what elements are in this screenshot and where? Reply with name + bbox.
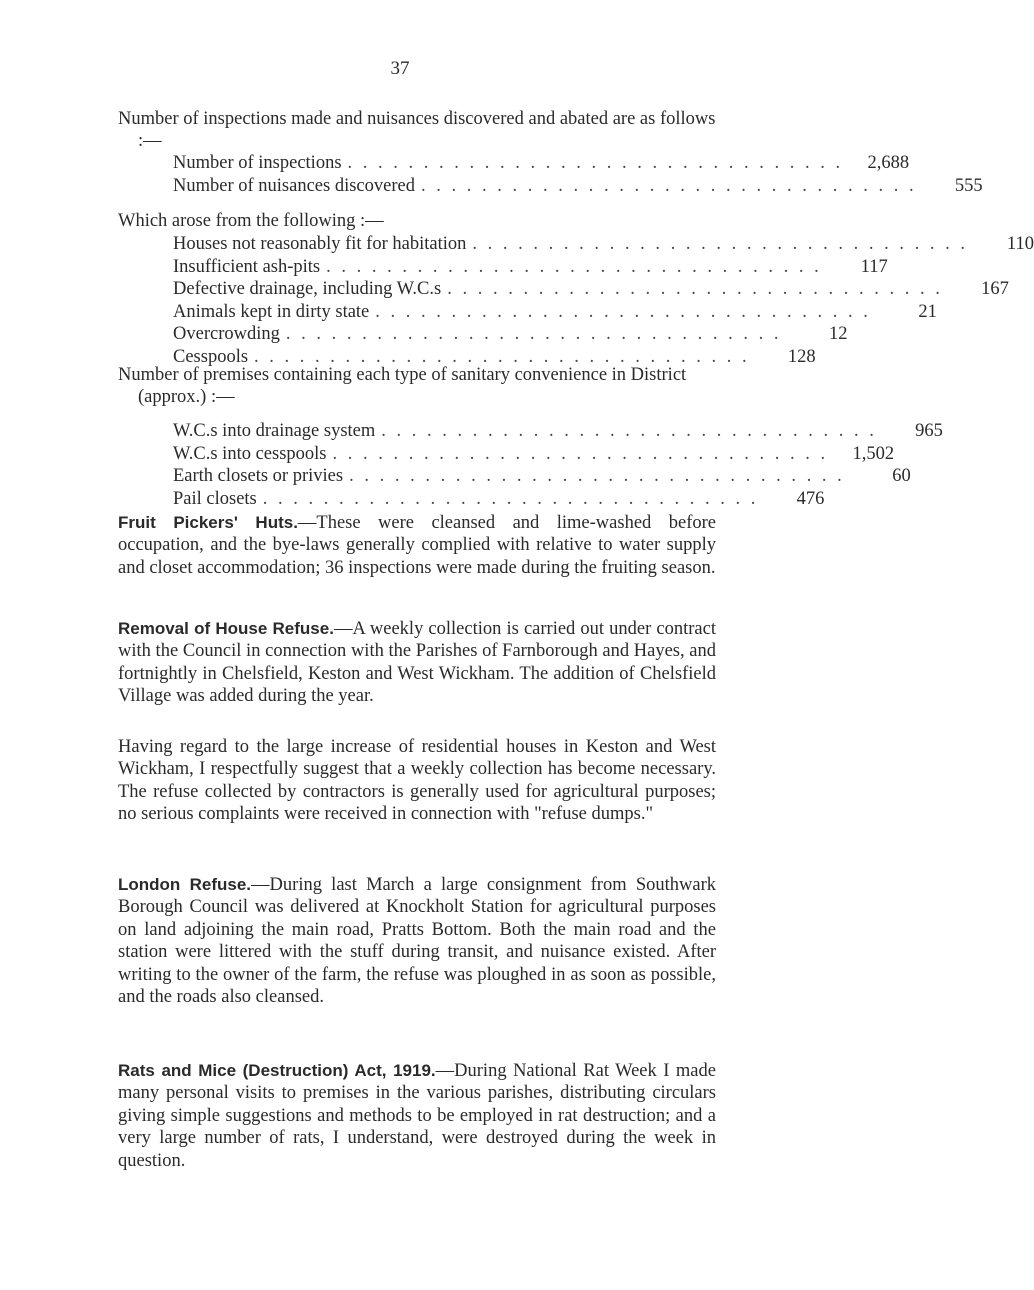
table-row (118, 443, 895, 466)
paragraph-house-refuse (118, 618, 716, 708)
leader-dots: . . . . . . . . . . . . . . . . . . . . . . . . . . . . . . . . . (254, 346, 750, 367)
row-value: 117 (860, 256, 888, 277)
table-row (118, 488, 825, 511)
row-value: 60 (892, 466, 911, 487)
row-value: 2,688 (867, 153, 910, 173)
inspections-intro: Number of inspections made and nuisances discovered and abated are as follows :— (118, 109, 716, 151)
inspections-table (118, 152, 983, 197)
row-label: Cesspools (173, 346, 249, 367)
row-value: 965 (915, 421, 943, 441)
row-label: W.C.s into drainage system (173, 421, 376, 441)
row-value: 12 (828, 324, 848, 345)
paragraph-fruit-pickers (118, 512, 716, 579)
leader-dots: . . . . . . . . . . . . . . . . . . . . . . . . . . . . . . . . . (285, 324, 782, 345)
row-label: Earth closets or privies (173, 466, 344, 487)
table-row (118, 465, 911, 488)
table-row (118, 233, 1034, 256)
paragraph-rats-and-mice (118, 1060, 716, 1172)
row-value: 128 (787, 346, 816, 367)
row-label: Pail closets (173, 488, 257, 509)
leader-dots: . . . . . . . . . . . . . . . . . . . . . . . . . . . . . . . . . (375, 301, 871, 322)
row-label: Overcrowding (173, 324, 280, 345)
leader-dots: . . . . . . . . . . . . . . . . . . . . . . . . . . . . . . . . . (472, 234, 968, 254)
row-label: Insufficient ash-pits (173, 256, 321, 277)
paragraph-london-refuse (118, 874, 716, 1008)
row-value: 110 (1006, 234, 1034, 254)
table-row (118, 323, 848, 346)
row-label: Number of nuisances discovered (173, 175, 415, 196)
row-value: 21 (918, 301, 937, 322)
leader-dots: . . . . . . . . . . . . . . . . . . . . . . . . . . . . . . . . . (381, 421, 877, 441)
paragraph-text: —During National Rat Week I made many personal visits to premises in the various parishes, distributing circulars giving simple suggestions and methods to be employed in rat destruction; and a very large number of rats, I understand, were destroyed during the week in question. (118, 1061, 716, 1171)
paragraph-heading: London Refuse. (118, 875, 252, 894)
paragraph-heading: Removal of House Refuse. (118, 619, 334, 638)
table-row (118, 175, 983, 198)
paragraph-text: —These were cleansed and lime-washed before occupation, and the bye-laws generally complied with relative to water supply and closet accommodation; 36 inspections were made during the fruiting season. (118, 513, 716, 578)
conveniences-table (118, 420, 943, 510)
table-row (118, 256, 888, 279)
table-row (118, 152, 910, 175)
row-value: 476 (796, 488, 825, 509)
conveniences-intro: Number of premises containing each type of sanitary convenience in District (approx.) :— (118, 365, 687, 407)
row-label: W.C.s into cesspools (173, 443, 327, 464)
table-row (118, 420, 943, 443)
row-label: Animals kept in dirty state (173, 301, 370, 322)
paragraph-text: —During last March a large consignment from Southwark Borough Council was delivered at Knockholt Station for agricultural purposes on land adjoining the main road, Pratts Bottom. Both the main road and the station were littered with the stuff during transit, and nuisance existed. After writing to the owner of the farm, the refuse was ploughed in as soon as possible, and the roads also cleansed. (118, 875, 716, 1008)
leader-dots: . . . . . . . . . . . . . . . . . . . . . . . . . . . . . . . . . (420, 175, 917, 196)
row-label: Number of inspections (173, 153, 342, 173)
conveniences-section (118, 364, 943, 510)
leader-dots: . . . . . . . . . . . . . . . . . . . . . . . . . . . . . . . . . (349, 466, 845, 487)
inspections-section (118, 108, 983, 197)
page-number: 37 (390, 58, 410, 79)
leader-dots: . . . . . . . . . . . . . . . . . . . . . . . . . . . . . . . . . (447, 279, 943, 300)
leader-dots: . . . . . . . . . . . . . . . . . . . . . . . . . . . . . . . . . (347, 153, 844, 173)
row-label: Defective drainage, including W.C.s (173, 279, 442, 300)
row-value: 167 (981, 279, 1009, 300)
paragraph-heading: Fruit Pickers' Huts. (118, 513, 298, 532)
row-label: Houses not reasonably fit for habitation (173, 234, 467, 254)
paragraph-heading: Rats and Mice (Destruction) Act, 1919. (118, 1061, 436, 1080)
leader-dots: . . . . . . . . . . . . . . . . . . . . . . . . . . . . . . . . . (332, 443, 829, 464)
leader-dots: . . . . . . . . . . . . . . . . . . . . . . . . . . . . . . . . . (326, 256, 822, 277)
table-row (118, 278, 1009, 301)
paragraph-weekly-collection (118, 736, 716, 826)
paragraph-text: Having regard to the large increase of residential houses in Keston and West Wickham, I respectfully suggest that a weekly collection has become necessary. The refuse collected by contractors is generally used for agricultural purposes; no serious complaints were received in connection with "refuse dumps." (118, 737, 716, 825)
row-value: 1,502 (852, 443, 895, 464)
leader-dots: . . . . . . . . . . . . . . . . . . . . . . . . . . . . . . . . . (262, 488, 759, 509)
nuisances-section (118, 210, 1034, 369)
paragraph-text: —A weekly collection is carried out under contract with the Council in connection with the Parishes of Farnborough and Hayes, and fortnightly in Chelsfield, Keston and West Wickham. The addition of Chelsfield Village was added during the year. (118, 619, 716, 707)
row-value: 555 (954, 175, 983, 196)
nuisances-table (118, 233, 1034, 369)
nuisances-intro: Which arose from the following :— (118, 211, 384, 231)
table-row (118, 301, 937, 324)
